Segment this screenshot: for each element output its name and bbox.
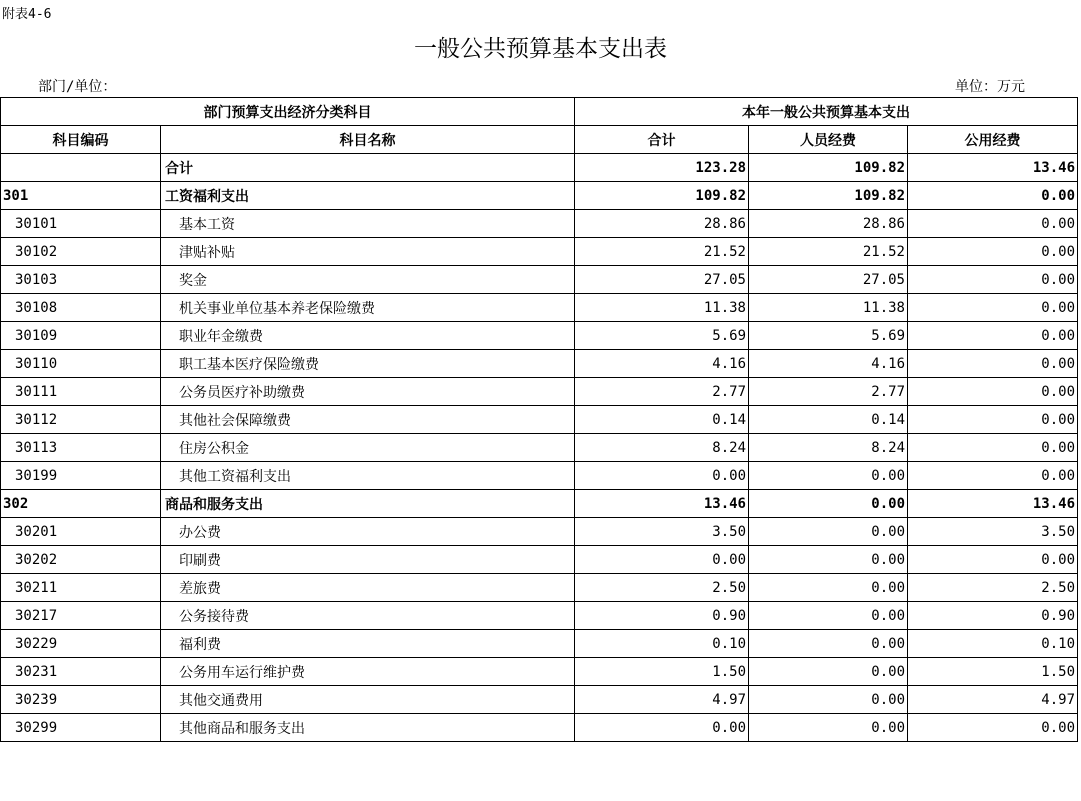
row-personnel: 8.24: [749, 434, 908, 462]
total-personnel: 109.82: [749, 154, 908, 182]
row-personnel: 0.00: [749, 714, 908, 742]
row-public: 2.50: [908, 574, 1078, 602]
row-personnel: 0.00: [749, 490, 908, 518]
row-total: 0.00: [575, 546, 749, 574]
table-row: [1, 378, 1078, 406]
row-code: 30231: [1, 658, 161, 686]
row-personnel: 0.00: [749, 630, 908, 658]
row-code: 301: [1, 182, 161, 210]
department-label: 部门/单位：: [38, 79, 117, 95]
row-personnel: 28.86: [749, 210, 908, 238]
row-code: 30229: [1, 630, 161, 658]
table-row: [1, 630, 1078, 658]
row-name: 办公费: [161, 518, 575, 546]
row-public: 4.97: [908, 686, 1078, 714]
row-name: 其他工资福利支出: [161, 462, 575, 490]
table-row: [1, 714, 1078, 742]
row-public: 0.00: [908, 210, 1078, 238]
table-row: [1, 462, 1078, 490]
row-code: 30299: [1, 714, 161, 742]
row-personnel: 2.77: [749, 378, 908, 406]
row-total: 1.50: [575, 658, 749, 686]
table-row: [1, 406, 1078, 434]
total-public: 13.46: [908, 154, 1078, 182]
row-personnel: 0.00: [749, 518, 908, 546]
row-total: 0.10: [575, 630, 749, 658]
row-total: 4.16: [575, 350, 749, 378]
annex-label: 附表4-6: [2, 7, 52, 22]
row-code: 30199: [1, 462, 161, 490]
row-total: 3.50: [575, 518, 749, 546]
row-code: 30102: [1, 238, 161, 266]
total-amount: 123.28: [575, 154, 749, 182]
table-row: [1, 434, 1078, 462]
table-row: [1, 350, 1078, 378]
row-code: 30201: [1, 518, 161, 546]
table-row: [1, 266, 1078, 294]
header-column-row: [1, 126, 1078, 154]
row-name: 公务用车运行维护费: [161, 658, 575, 686]
row-public: 13.46: [908, 490, 1078, 518]
row-name: 公务接待费: [161, 602, 575, 630]
row-public: 0.00: [908, 546, 1078, 574]
row-total: 0.90: [575, 602, 749, 630]
row-name: 住房公积金: [161, 434, 575, 462]
row-code: 30109: [1, 322, 161, 350]
table-row: [1, 602, 1078, 630]
row-public: 0.00: [908, 182, 1078, 210]
row-personnel: 109.82: [749, 182, 908, 210]
row-personnel: 0.00: [749, 686, 908, 714]
row-code: 30108: [1, 294, 161, 322]
row-total: 21.52: [575, 238, 749, 266]
row-public: 1.50: [908, 658, 1078, 686]
header-name: 科目名称: [161, 126, 575, 154]
row-total: 0.14: [575, 406, 749, 434]
row-name: 其他商品和服务支出: [161, 714, 575, 742]
row-total: 27.05: [575, 266, 749, 294]
table-row: [1, 238, 1078, 266]
row-total: 0.00: [575, 714, 749, 742]
header-group-right: 本年一般公共预算基本支出: [575, 98, 1078, 126]
row-total: 11.38: [575, 294, 749, 322]
row-personnel: 0.00: [749, 574, 908, 602]
header-personnel: 人员经费: [749, 126, 908, 154]
row-public: 0.00: [908, 266, 1078, 294]
row-public: 0.00: [908, 322, 1078, 350]
category-row: [1, 182, 1078, 210]
row-total: 8.24: [575, 434, 749, 462]
row-personnel: 27.05: [749, 266, 908, 294]
row-personnel: 0.00: [749, 462, 908, 490]
row-public: 0.00: [908, 238, 1078, 266]
row-name: 奖金: [161, 266, 575, 294]
table-row: [1, 574, 1078, 602]
total-code: [1, 154, 161, 182]
header-total: 合计: [575, 126, 749, 154]
row-code: 30103: [1, 266, 161, 294]
row-code: 30239: [1, 686, 161, 714]
row-personnel: 11.38: [749, 294, 908, 322]
page-title: 一般公共预算基本支出表: [414, 36, 667, 62]
row-public: 0.00: [908, 462, 1078, 490]
row-personnel: 0.00: [749, 658, 908, 686]
row-public: 0.10: [908, 630, 1078, 658]
row-name: 职业年金缴费: [161, 322, 575, 350]
row-personnel: 0.14: [749, 406, 908, 434]
unit-label: 单位：万元: [955, 79, 1025, 95]
table-row: [1, 686, 1078, 714]
row-code: 302: [1, 490, 161, 518]
row-code: 30113: [1, 434, 161, 462]
row-personnel: 0.00: [749, 602, 908, 630]
row-code: 30110: [1, 350, 161, 378]
row-code: 30111: [1, 378, 161, 406]
row-total: 2.50: [575, 574, 749, 602]
header-public: 公用经费: [908, 126, 1078, 154]
row-personnel: 4.16: [749, 350, 908, 378]
row-name: 津贴补贴: [161, 238, 575, 266]
row-name: 商品和服务支出: [161, 490, 575, 518]
total-name: 合计: [161, 154, 575, 182]
row-name: 基本工资: [161, 210, 575, 238]
header-group-left: 部门预算支出经济分类科目: [1, 98, 575, 126]
header-group-row: [1, 98, 1078, 126]
row-total: 0.00: [575, 462, 749, 490]
row-name: 工资福利支出: [161, 182, 575, 210]
row-public: 3.50: [908, 518, 1078, 546]
row-name: 其他交通费用: [161, 686, 575, 714]
row-public: 0.00: [908, 406, 1078, 434]
row-public: 0.90: [908, 602, 1078, 630]
row-personnel: 0.00: [749, 546, 908, 574]
row-name: 印刷费: [161, 546, 575, 574]
row-public: 0.00: [908, 350, 1078, 378]
row-personnel: 21.52: [749, 238, 908, 266]
table-row: [1, 658, 1078, 686]
table-row: [1, 546, 1078, 574]
row-code: 30217: [1, 602, 161, 630]
row-code: 30101: [1, 210, 161, 238]
total-row: [1, 154, 1078, 182]
row-total: 109.82: [575, 182, 749, 210]
row-total: 5.69: [575, 322, 749, 350]
table-row: [1, 294, 1078, 322]
row-public: 0.00: [908, 378, 1078, 406]
row-public: 0.00: [908, 714, 1078, 742]
row-total: 28.86: [575, 210, 749, 238]
row-total: 2.77: [575, 378, 749, 406]
row-public: 0.00: [908, 294, 1078, 322]
row-public: 0.00: [908, 434, 1078, 462]
table-row: [1, 322, 1078, 350]
row-code: 30202: [1, 546, 161, 574]
row-name: 其他社会保障缴费: [161, 406, 575, 434]
row-total: 13.46: [575, 490, 749, 518]
row-name: 职工基本医疗保险缴费: [161, 350, 575, 378]
table-row: [1, 518, 1078, 546]
row-name: 福利费: [161, 630, 575, 658]
row-code: 30211: [1, 574, 161, 602]
row-code: 30112: [1, 406, 161, 434]
table-row: [1, 210, 1078, 238]
header-code: 科目编码: [1, 126, 161, 154]
row-name: 公务员医疗补助缴费: [161, 378, 575, 406]
row-personnel: 5.69: [749, 322, 908, 350]
row-total: 4.97: [575, 686, 749, 714]
category-row: [1, 490, 1078, 518]
row-name: 机关事业单位基本养老保险缴费: [161, 294, 575, 322]
expenditure-table: [0, 97, 1078, 742]
row-name: 差旅费: [161, 574, 575, 602]
